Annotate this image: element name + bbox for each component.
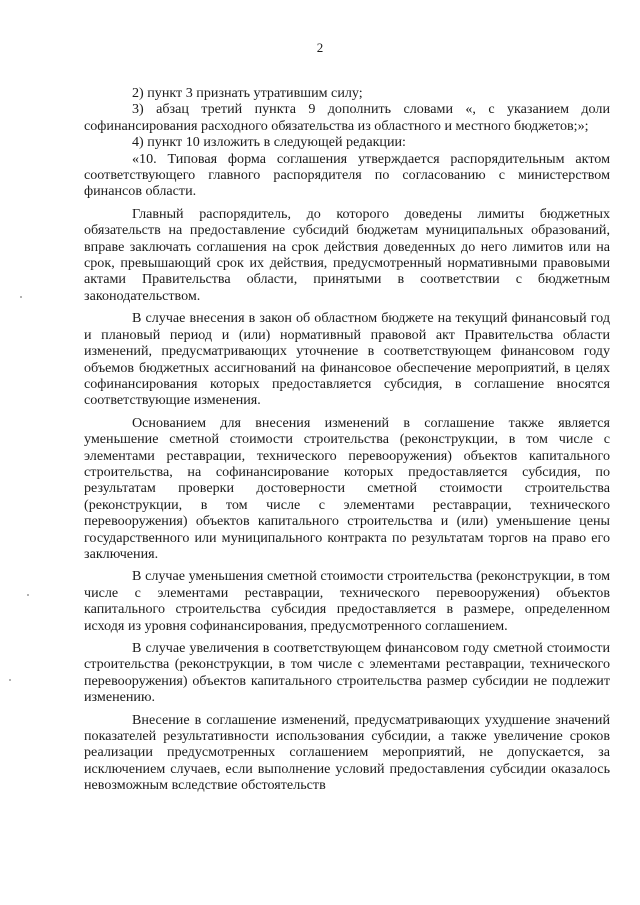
paragraph-worsening-indicators: Внесение в соглашение изменений, предусматривающих ухудшение значений показателей результативности использования субсидии, а также увеличение сроков реализации предусмотренных соглашением мероприятий, не допускается, за исключением случаев, если выполнение условий предоставления субсидии оказалось невозможным вследствие обстоятельств [84, 711, 610, 794]
document-body [84, 85, 610, 794]
paragraph-item-2: 2) пункт 3 признать утратившим силу; [132, 85, 363, 101]
paragraph-point-10: «10. Типовая форма соглашения утверждается распорядительным актом соответствующего главного распорядителя по согласованию с министерством финансов области. [84, 150, 610, 200]
paragraph-grounds-for-changes: Основанием для внесения изменений в соглашение также является уменьшение сметной стоимости строительства (реконструкции, в том числе с элементами реставрации, технического перевооружения) объектов капитального строительства, на софинансирование которых предоставляется субсидия, по результатам проверки достоверности сметной стоимости строительства (реконструкции, в том числе с элементами реставрации, технического перевооружения) объектов капитального строительства и (или) уменьшение цены государственного или муниципального контракта по результатам торгов на право его заключения. [84, 414, 610, 562]
paragraph-cost-increase: В случае увеличения в соответствующем финансовом году сметной стоимости строительства (реконструкции, в том числе с элементами реставрации, технического перевооружения) объектов капитального строительства размер субсидии не подлежит изменению. [84, 640, 610, 706]
paragraph-item-4: 4) пункт 10 изложить в следующей редакции: [132, 134, 406, 151]
paragraph-cost-decrease: В случае уменьшения сметной стоимости строительства (реконструкции, в том числе с элементами реставрации, технического перевооружения) объектов капитального строительства субсидия предоставляется в размере, определенном исходя из уровня софинансирования, предусмотренного соглашением. [84, 568, 610, 634]
page-number: 2 [316, 40, 324, 55]
paragraph-item-3: 3) абзац третий пункта 9 дополнить словами «, с указанием доли софинансирования расходного обязательства из областного и местного бюджетов;»; [84, 101, 610, 134]
scan-speck [9, 679, 11, 681]
paragraph-main-administrator: Главный распорядитель, до которого доведены лимиты бюджетных обязательств на предоставление субсидий бюджетам муниципальных образований, вправе заключать соглашения на срок действия доведенных до него лимитов или на срок, превышающий срок их действия, предусмотренный нормативными правовыми актами Правительства области, принятыми в соответствии с бюджетным законодательством. [84, 205, 610, 304]
scan-speck [20, 296, 22, 298]
scan-speck [27, 594, 29, 596]
paragraph-budget-law-changes: В случае внесения в закон об областном бюджете на текущий финансовый год и плановый период и (или) нормативный правовой акт Правительства области изменений, предусматривающих уточнение в соответствующем финансовом году объемов бюджетных ассигнований на финансовое обеспечение мероприятий, в целях софинансирования которых предоставляется субсидия, в соглашение вносятся соответствующие изменения. [84, 310, 610, 409]
